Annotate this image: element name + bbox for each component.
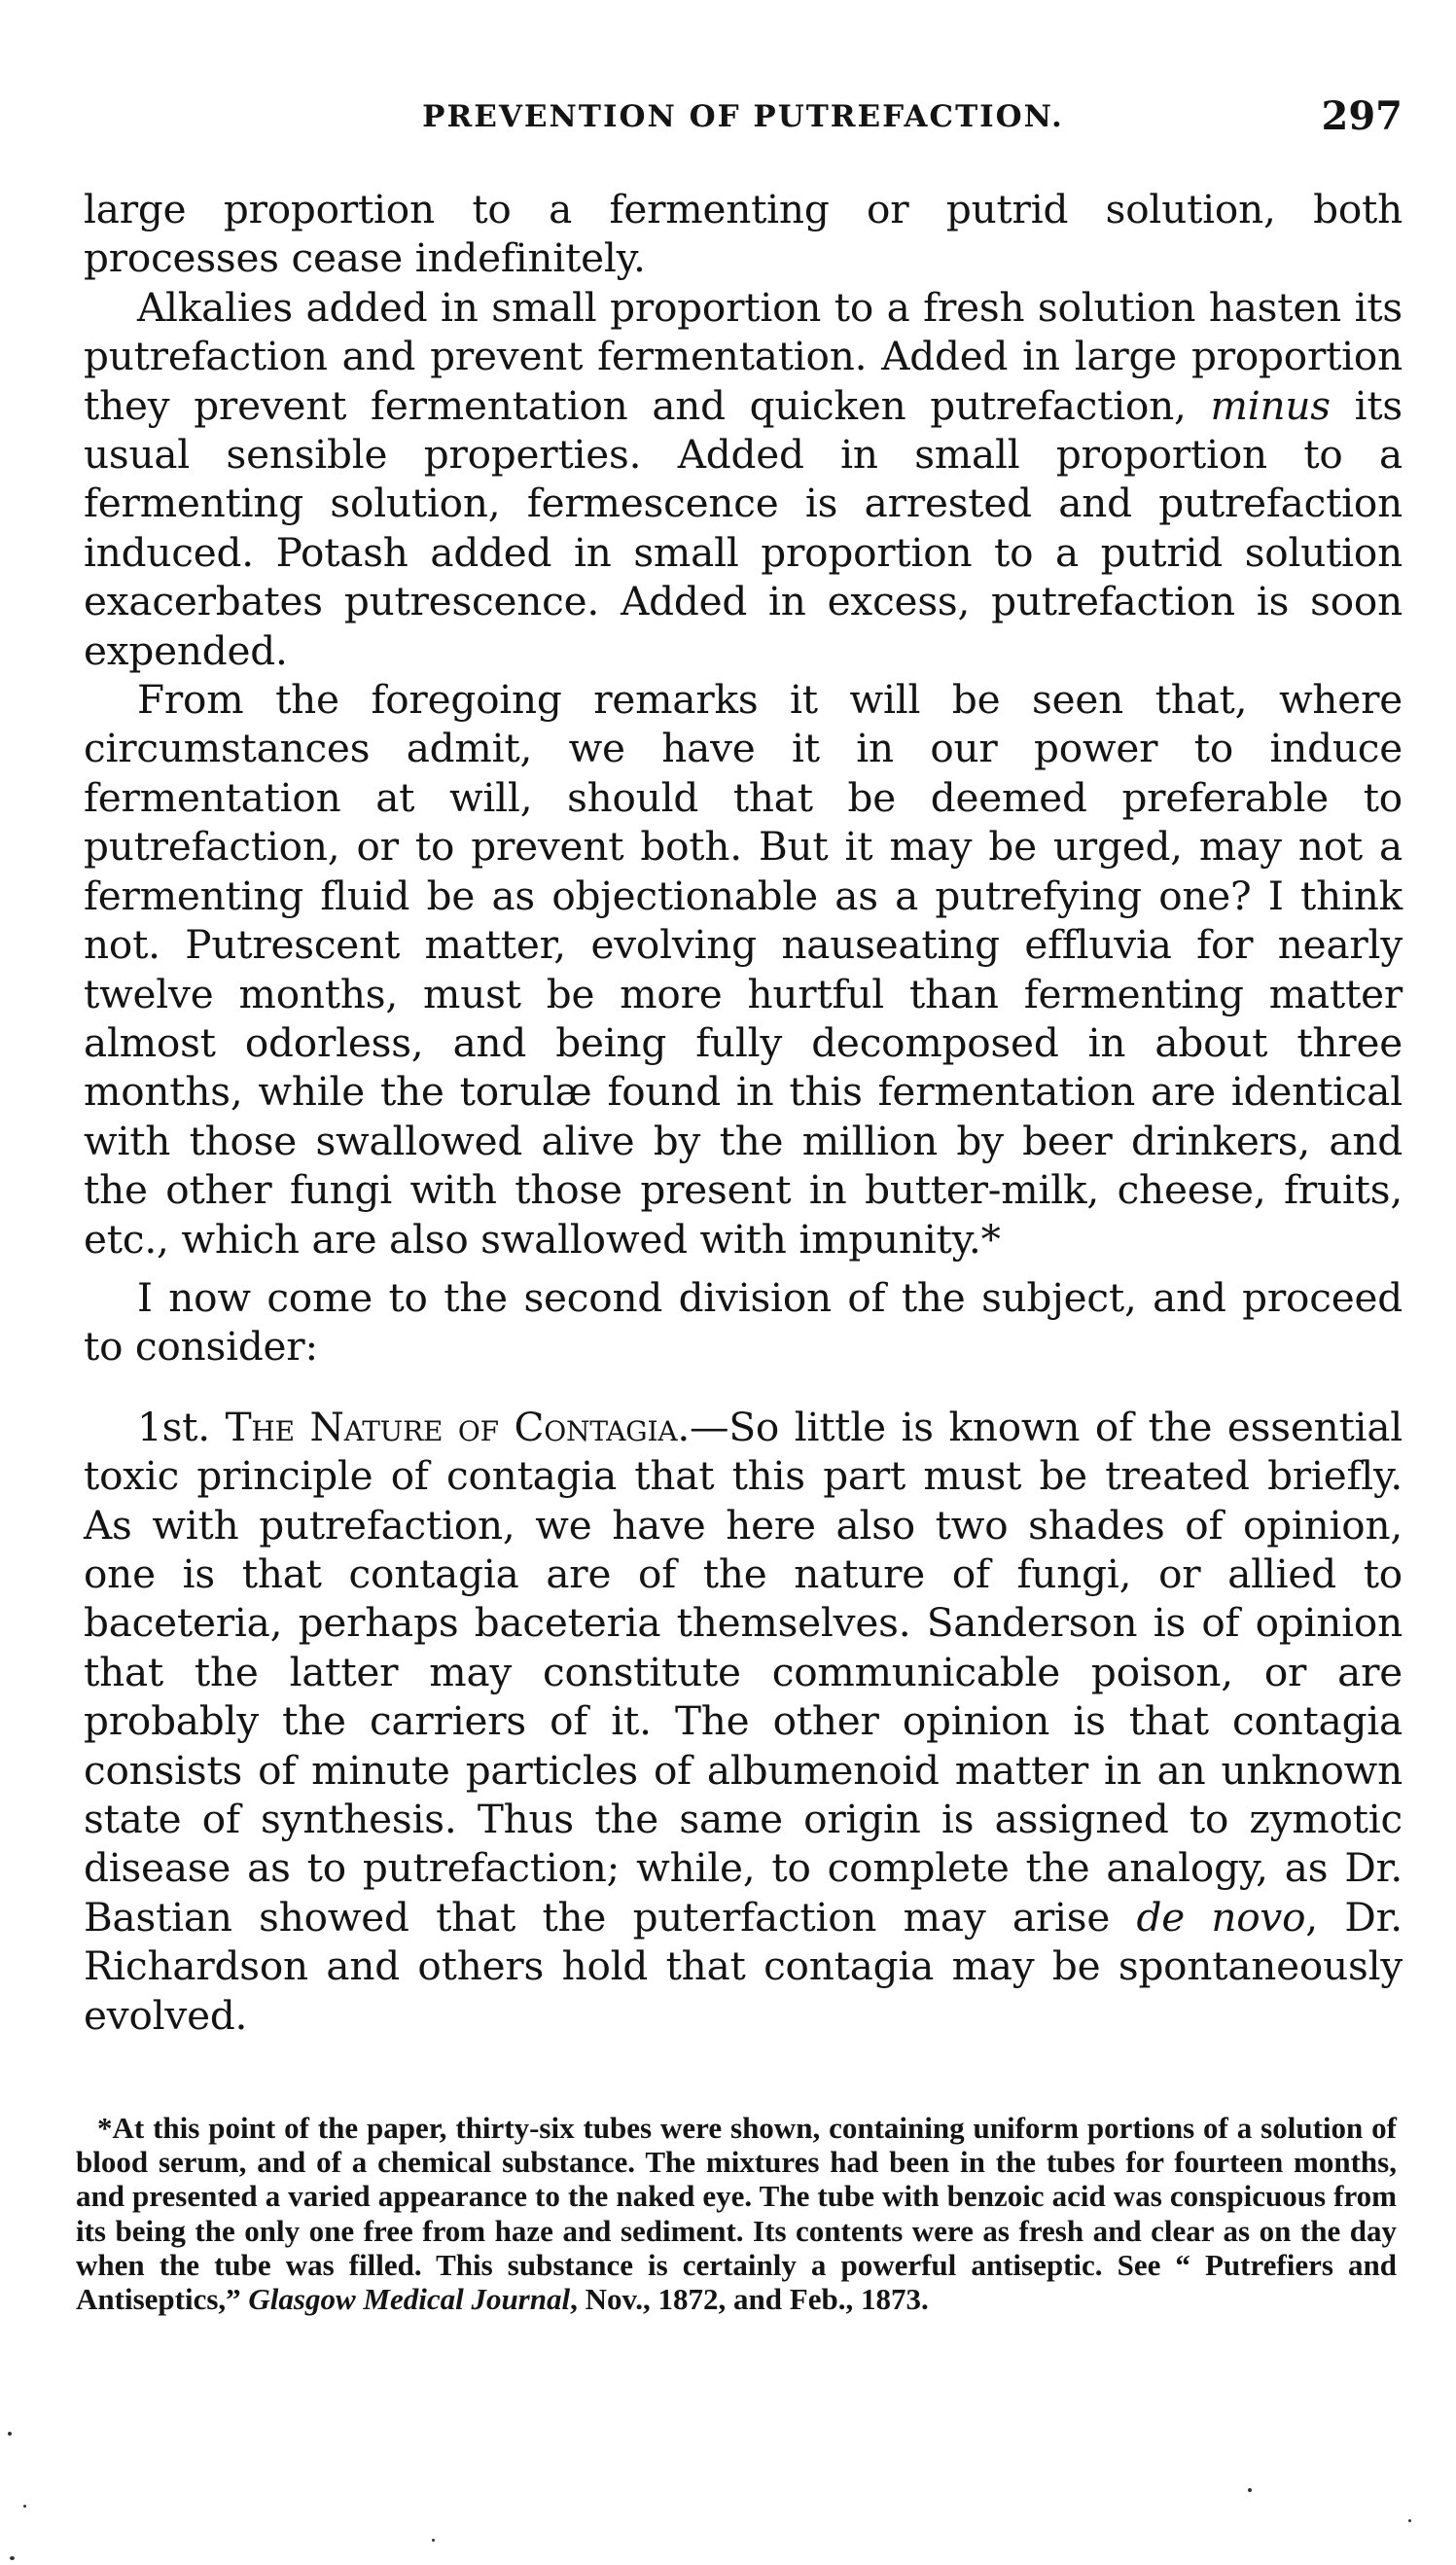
footnote bbox=[76, 2111, 1397, 2316]
scan-speck bbox=[10, 2556, 15, 2560]
body-text bbox=[84, 185, 1403, 2040]
italic-de-novo: de novo bbox=[1136, 1893, 1306, 1941]
italic-minus: minus bbox=[1210, 381, 1331, 429]
running-title: PREVENTION OF PUTREFACTION. bbox=[422, 99, 1064, 134]
paragraph-continuation: large proportion to a fermenting or putrid solution, both processes cease indefinitely. bbox=[84, 186, 1403, 282]
paragraph-nature-of-contagia bbox=[84, 1403, 1403, 2040]
paragraph-alkalies bbox=[84, 283, 1403, 675]
footnote-part-1: *At this point of the paper, thirty-six tubes were shown, containing uniform portions of a solution of blood serum, and of a chemical substance. The mixtures had been in the tubes for fourteen months, and presented a varied appearance to the naked eye. The tube with benzoic acid was conspicuous from its being the only one free from haze and sediment. Its contents were as fresh and clear as on the day when the tube was filled. This substance is certainly a powerful antiseptic. See “ Putrefiers and Antiseptics,” bbox=[76, 2111, 1397, 2317]
scan-speck bbox=[432, 2539, 435, 2542]
scan-speck bbox=[1248, 2488, 1252, 2492]
footnote-journal-title: Glasgow Medical Journal bbox=[248, 2282, 571, 2317]
page-number: 297 bbox=[1321, 93, 1403, 139]
contagia-text-part-1: —So little is known of the essential toxic principle of contagia that this part must be treated briefly. As with putrefaction, we have here also two shades of opinion, one is that contagia are of the nature of fungi, or allied to baceteria, perhaps baceteria themselves. Sanderson is of opinion that the latter may constitute communicable poison, or are probably the carriers of it. The other opinion is that contagia consists of minute particles of albumenoid matter in an unknown state of synthesis. Thus the same origin is assigned to zymotic disease as to putrefaction; while, to complete the analogy, as Dr. Bastian showed that the puterfaction may arise bbox=[84, 1403, 1403, 1941]
footnote-text bbox=[76, 2111, 1397, 2316]
contagia-text-part-2: , Dr. Richardson and others hold that contagia may be spontaneously evolved. bbox=[84, 1893, 1403, 2039]
paragraph-alkalies-part-2: its usual sensible properties. Added in small proportion to a fermenting solution, fermescence is arrested and putrefaction induced. Potash added in small proportion to a putrid solution exacerbates putrescence. Added in excess, putrefaction is soon expended. bbox=[84, 381, 1403, 674]
scan-speck bbox=[8, 2432, 12, 2436]
paragraph-alkalies-part-1: Alkalies added in small proportion to a fresh solution hasten its putrefaction and prevent fermentation. Added in large proportion they prevent fermentation and quicken putrefaction, bbox=[84, 283, 1403, 429]
running-head bbox=[84, 93, 1403, 152]
scan-speck bbox=[1408, 2519, 1411, 2522]
footnote-part-2: , Nov., 1872, and Feb., 1873. bbox=[570, 2282, 929, 2317]
section-heading: The Nature of Contagia. bbox=[225, 1403, 691, 1450]
scan-speck bbox=[23, 2505, 26, 2508]
paragraph-second-division: I now come to the second division of the subject, and proceed to consider: bbox=[84, 1273, 1403, 1371]
paragraph-foregoing-remarks: From the foregoing remarks it will be seen that, where circumstances admit, we have it in our power to induce fermentation at will, should that be deemed preferable to putrefaction, or to prevent both. But it may be urged, may not a fermenting fluid be as objectionable as a putrefying one? I think not. Putrescent matter, evolving nauseating effluvia for nearly twelve months, must be more hurtful than fermenting matter almost odorless, and being fully decomposed in about three months, while the torulæ found in this fermentation are identical with those swallowed alive by the million by beer drinkers, and the other fungi with those present in butter-milk, cheese, fruits, etc., which are also swallowed with impunity.* bbox=[84, 676, 1403, 1263]
section-number: 1st. bbox=[137, 1403, 226, 1450]
